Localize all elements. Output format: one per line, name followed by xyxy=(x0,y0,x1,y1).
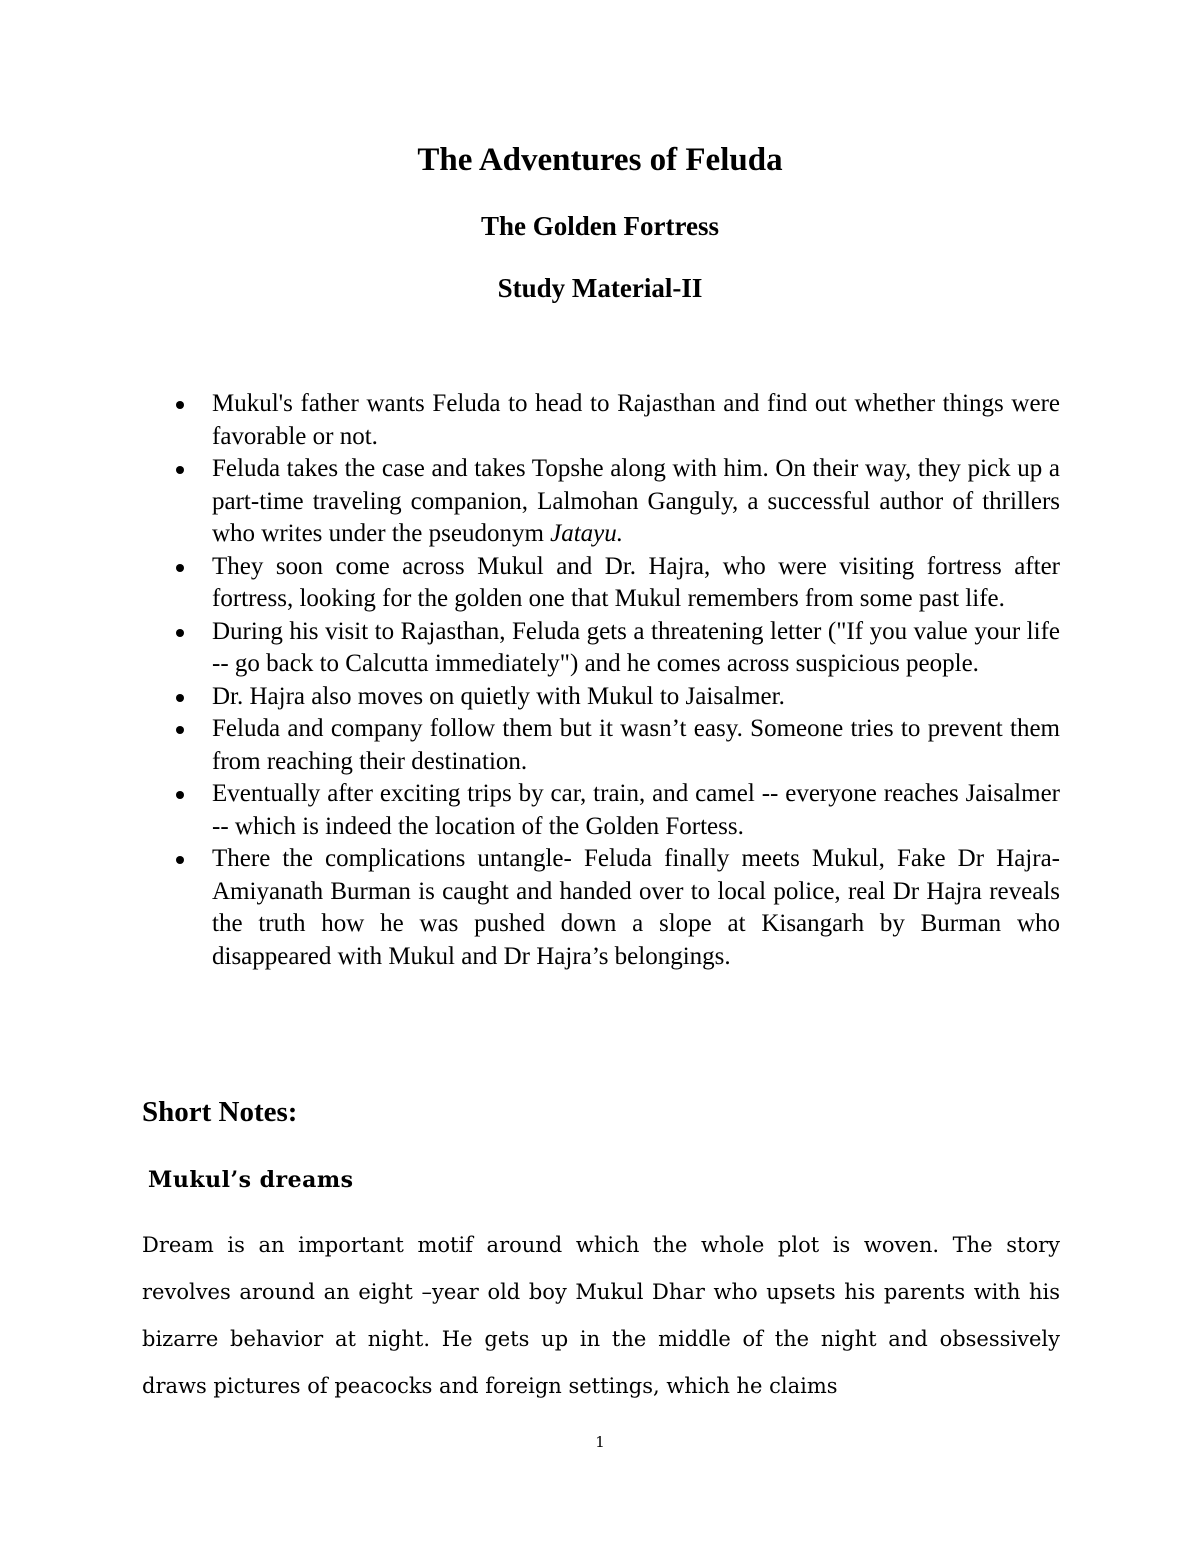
mukul-dreams-heading: Mukul’s dreams xyxy=(148,1167,354,1193)
bullet-item xyxy=(0,778,1200,843)
pseudonym-italic: Jatayu. xyxy=(550,520,624,547)
document-section-title: Study Material-II xyxy=(497,273,703,303)
bullet-dot-icon xyxy=(176,726,184,734)
page-number: 1 xyxy=(595,1433,605,1451)
bullet-item xyxy=(0,713,1200,778)
bullet-item xyxy=(0,681,1200,714)
bullet-item xyxy=(0,843,1200,973)
bullet-dot-icon xyxy=(176,466,184,474)
document-subtitle: The Golden Fortress xyxy=(481,211,719,241)
summary-bullet-list xyxy=(0,388,1200,973)
bullet-dot-icon xyxy=(176,856,184,864)
bullet-dot-icon xyxy=(176,694,184,702)
bullet-text: They soon come across Mukul and Dr. Hajra, who were visiting fortress after fortress, looking for the golden one that Mukul remembers from some past life. xyxy=(212,552,1060,612)
bullet-item xyxy=(0,616,1200,681)
bullet-dot-icon xyxy=(176,401,184,409)
dreams-paragraph: Dream is an important motif around which the whole plot is woven. The story revolves around an eight –year old boy Mukul Dhar who upsets his parents with his bizarre behavior at night. He gets up in the middle of the night and obsessively draws pictures of peacocks and foreign settings, which he claims xyxy=(142,1233,1060,1398)
bullet-item xyxy=(0,453,1200,551)
bullet-dot-icon xyxy=(176,629,184,637)
bullet-item xyxy=(0,388,1200,453)
bullet-dot-icon xyxy=(176,791,184,799)
bullet-text: Eventually after exciting trips by car, train, and camel -- everyone reaches Jaisalmer -- which is indeed the location of the Golden Fortess. xyxy=(212,780,1060,840)
bullet-text: There the complications untangle- Feluda finally meets Mukul, Fake Dr Hajra- Amiyanath Burman is caught and handed over to local police, real Dr Hajra reveals the truth how he was pushed down a slope at Kisangarh by Burman who disappeared with Mukul and Dr Hajra’s belongings. xyxy=(212,845,1060,970)
bullet-dot-icon xyxy=(176,564,184,572)
bullet-text: During his visit to Rajasthan, Feluda gets a threatening letter ("If you value your life -- go back to Calcutta immediately") and he comes across suspicious people. xyxy=(212,617,1060,677)
bullet-text: Feluda and company follow them but it wasn’t easy. Someone tries to prevent them from reaching their destination. xyxy=(212,715,1060,775)
document-title: The Adventures of Feluda xyxy=(417,142,783,178)
bullet-text: Feluda takes the case and takes Topshe along with him. On their way, they pick up a part-time traveling companion, Lalmohan Ganguly, a successful author of thrillers who writes under the pseudonym xyxy=(212,455,1060,547)
short-notes-heading: Short Notes: xyxy=(142,1096,298,1128)
bullet-item xyxy=(0,551,1200,616)
bullet-text: Mukul's father wants Feluda to head to Rajasthan and find out whether things were favorable or not. xyxy=(212,390,1060,450)
bullet-text: Dr. Hajra also moves on quietly with Mukul to Jaisalmer. xyxy=(212,682,785,710)
